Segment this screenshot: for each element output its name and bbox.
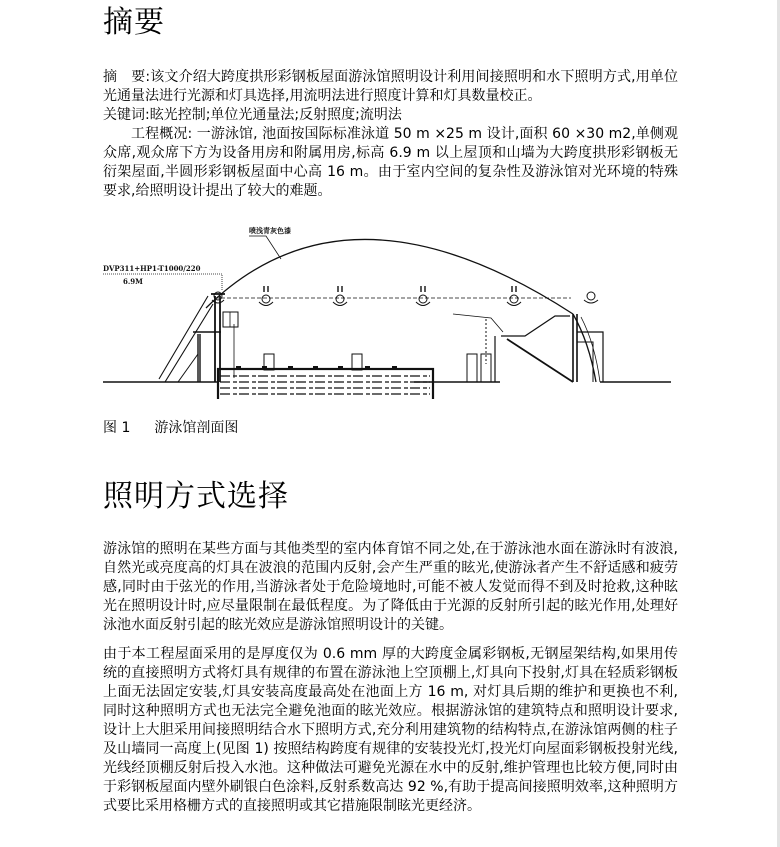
window — [223, 312, 238, 327]
roof-arch — [206, 239, 573, 314]
keywords-paragraph: 关键词:眩光控制;单位光通量法;反射照度;流明法 — [103, 107, 402, 123]
fixture-icon — [333, 286, 347, 306]
heading-lighting-method: 照明方式选择 — [103, 479, 289, 514]
body-paragraph: 游泳馆的照明在某些方面与其他类型的室内体育馆不同之处,在于游泳池水面在游泳时有波浪,自然光或亮度高的灯具在波浪的范围内反射,会产生严重的眩光,使游泳者产生不舒适感和疲劳感,同时由于弦光的作用,当游泳者处于危险境地时,可能不被人发觉而得不到及时抢救,这种眩光在照明设计时,应尽量限制在最低程度。为了降低由于光源的反射所引起的眩光作用,处理好泳池水面反射引起的眩光效应是游泳馆照明设计的关键。 — [103, 541, 678, 633]
fixture-icon — [416, 286, 430, 306]
abstract-paragraph: 摘 要:该文介绍大跨度拱形彩钢板屋面游泳馆照明设计利用间接照明和水下照明方式,用单位光通量法进行光源和灯具选择,用流明法进行照度计算和灯具数量校正。 — [103, 69, 678, 104]
figure-caption-title: 游泳馆剖面图 — [154, 420, 239, 436]
figure-label-roof-coating: 喷浅青灰色漆 — [249, 227, 291, 235]
fixture-icon — [259, 286, 273, 306]
figure-caption-number: 图 1 — [103, 420, 131, 436]
body-paragraph: 由于本工程屋面采用的是厚度仅为 0.6 mm 厚的大跨度金属彩钢板,无钢屋架结构,如果用传统的直接照明方式将灯具有规律的布置在游泳池上空顶棚上,灯具向下投射,灯具在轻质彩钢板上面无法固定安装,灯具安装高度最高处在池面上方 16 m, 对灯具后期的维护和更换也不利,同时这种照明方式也无法完全避免池面的眩光效应。根据游泳馆的建筑特点和照明设计要求,设计上大胆采用间接照明结合水下照明方式,充分利用建筑物的结构特点,在游泳馆两侧的柱子及山墙同一高度上(见图 1) 按照结构跨度有规律的安装投光灯,投光灯向屋面彩钢板投射光线,光线经顶棚反射后投入水池。这种做法可避免光源在水中的反射,维护管理也比较方便,同时由于彩钢板屋面内壁外刷银白色涂料,反射系数高达 92 %,有助于提高间接照明效率,这种照明方式要比采用格栅方式的直接照明或其它措施限制眩光更经济。 — [103, 646, 678, 814]
figure-label-fixture-model: DVP311+HP1-T1000/220 — [103, 264, 201, 273]
fixture-icon — [584, 292, 598, 303]
figure-section-drawing — [103, 214, 678, 399]
heading-abstract: 摘要 — [103, 5, 165, 40]
fixture-icon — [507, 286, 521, 306]
figure-label-mount-height: 6.9M — [123, 277, 143, 286]
figure-caption — [103, 419, 238, 438]
overview-paragraph: 工程概况: 一游泳馆, 池面按国际标准泳道 50 m ×25 m 设计,面积 60 ×30 m2,单侧观众席,观众席下方为设备用房和附属用房,标高 6.9 m 以上屋顶和山墙为大跨度拱形彩钢板无衍架屋面,半圆形彩钢板屋面中心高 16 m。由于室内空间的复杂性及游泳馆对光环境的特殊要求,给照明设计提出了较大的难题。 — [103, 126, 678, 199]
